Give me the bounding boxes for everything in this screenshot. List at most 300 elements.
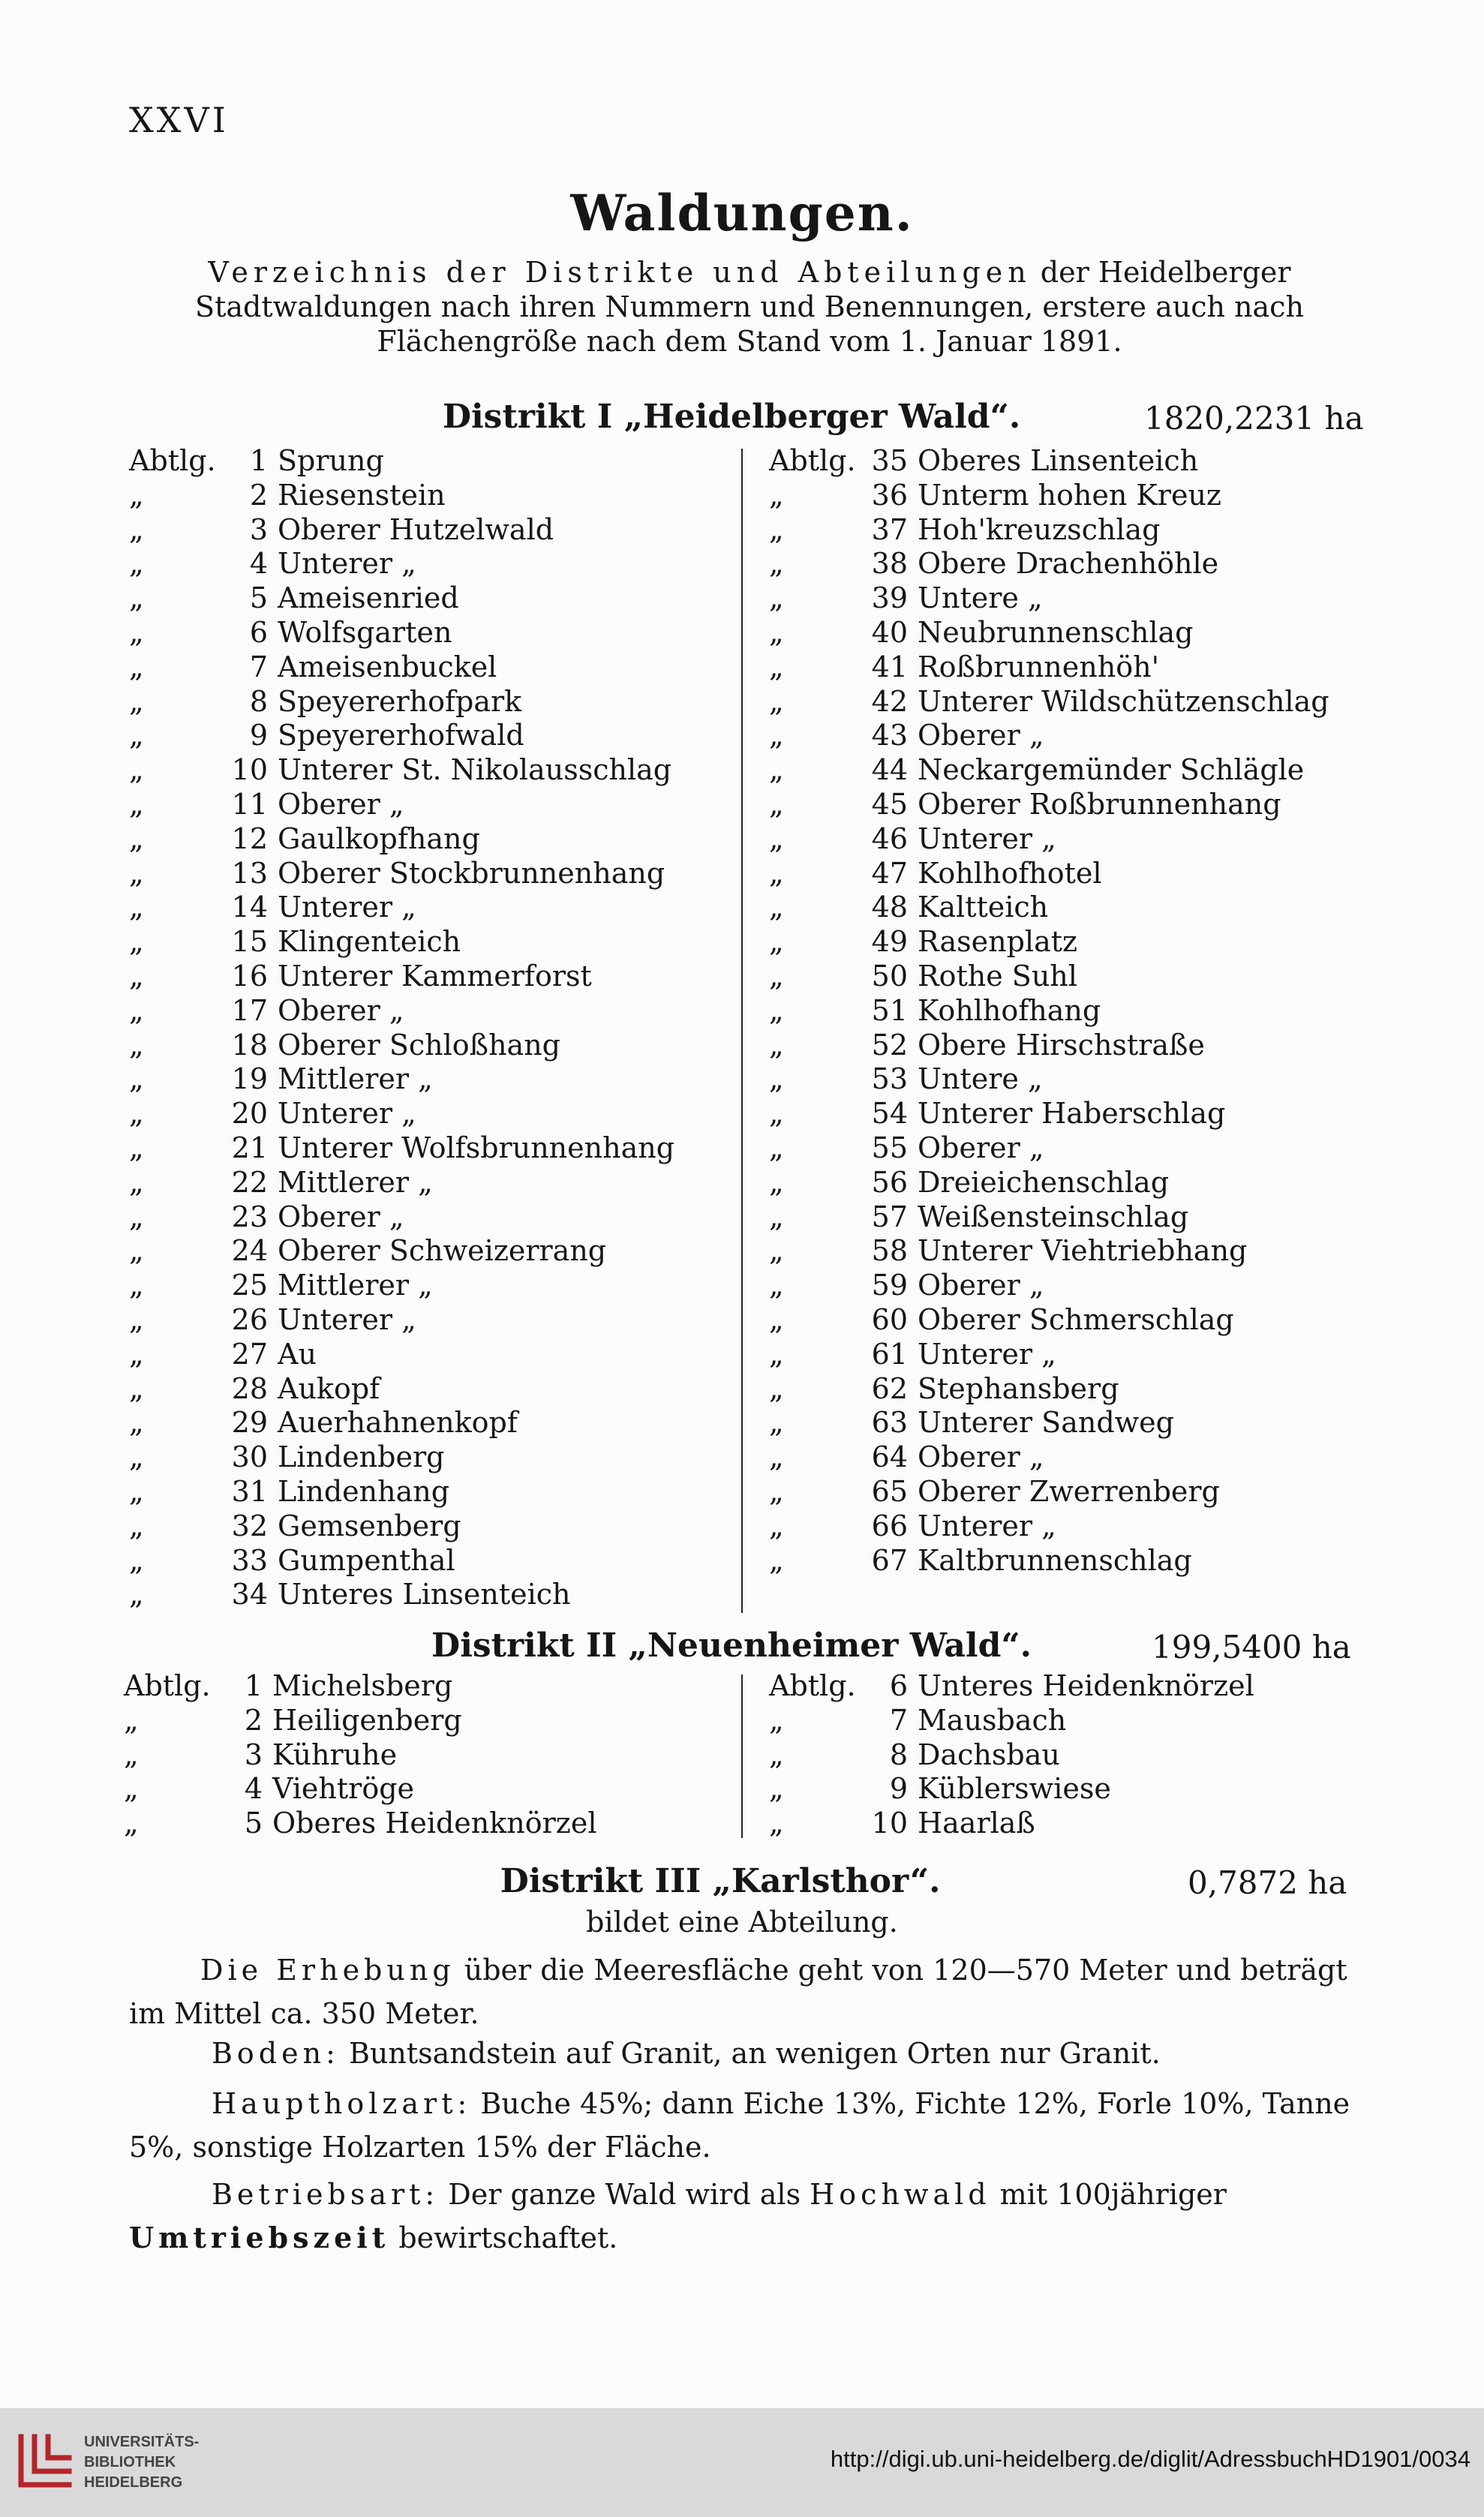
betriebsart-umtriebszeit: Umtriebszeit: [129, 2221, 390, 2254]
abteilung-name: Sprung: [278, 444, 384, 477]
page-number: XXVI: [129, 100, 229, 140]
list-item: [769, 753, 1369, 788]
paragraph-hauptholzart: [129, 2082, 1359, 2169]
list-item: [769, 685, 1369, 719]
abteilung-prefix: Abtlg.: [124, 1669, 211, 1702]
list-item: [124, 1704, 724, 1738]
abteilung-name: Unterm hohen Kreuz: [918, 478, 1221, 512]
abteilung-name: Gumpenthal: [278, 1543, 455, 1577]
abteilung-number: 2: [249, 478, 268, 512]
abteilung-prefix: „: [129, 993, 144, 1027]
list-item: [769, 1807, 1369, 1841]
abteilung-prefix: „: [769, 684, 784, 718]
abteilung-prefix: „: [129, 1474, 144, 1508]
list-item: [129, 891, 729, 925]
list-item: [769, 616, 1369, 650]
list-item: [769, 1440, 1369, 1475]
abteilung-prefix: „: [129, 959, 144, 993]
abteilung-number: 34: [231, 1578, 268, 1611]
abteilung-name: Gaulkopfhang: [278, 821, 480, 855]
list-item: [769, 1029, 1369, 1063]
abteilung-number: 6: [249, 615, 268, 649]
list-item: [129, 994, 729, 1029]
list-item: [769, 891, 1369, 925]
abteilung-name: Michelsberg: [272, 1669, 453, 1702]
betriebsart-text-e: bewirtschaftet.: [389, 2221, 618, 2254]
abteilung-prefix: „: [124, 1772, 139, 1806]
abteilung-number: 10: [871, 1807, 908, 1840]
abteilung-prefix: „: [769, 1703, 784, 1737]
abteilung-name: Oberer Stockbrunnenhang: [278, 856, 665, 890]
district-1-right-column: [769, 444, 1369, 1578]
abteilung-number: 28: [231, 1371, 268, 1405]
abteilung-prefix: „: [769, 1028, 784, 1062]
abteilung-number: 36: [871, 478, 908, 512]
abteilung-number: 61: [871, 1337, 908, 1371]
abteilung-name: Unterer Wildschützenschlag: [918, 684, 1329, 718]
abteilung-number: 49: [871, 925, 908, 959]
abteilung-name: Obere Drachenhöhle: [918, 547, 1219, 581]
list-item: [769, 1372, 1369, 1407]
abteilung-prefix: „: [124, 1807, 139, 1840]
list-item: [129, 1062, 729, 1097]
abteilung-prefix: „: [769, 1738, 784, 1771]
abteilung-number: 1: [249, 444, 268, 477]
abteilung-number: 43: [871, 719, 908, 752]
abteilung-prefix: „: [129, 1302, 144, 1336]
abteilung-name: Oberer „: [918, 1269, 1044, 1302]
abteilung-prefix: „: [769, 512, 784, 546]
abteilung-prefix: „: [769, 1337, 784, 1371]
abteilung-prefix: „: [769, 1440, 784, 1474]
abteilung-name: Unterer „: [278, 1302, 416, 1336]
abteilung-name: Mausbach: [918, 1703, 1067, 1737]
abteilung-prefix: „: [129, 478, 144, 512]
footer-bar: [0, 2408, 1484, 2517]
abteilung-name: Unterer „: [918, 821, 1056, 855]
list-item: [129, 1440, 729, 1475]
abteilung-prefix: „: [769, 650, 784, 683]
abteilung-prefix: „: [129, 891, 144, 924]
abteilung-name: Oberer Schweizerrang: [278, 1234, 607, 1268]
abteilung-name: Oberer „: [278, 1200, 404, 1233]
abteilung-prefix: „: [769, 1807, 784, 1840]
abteilung-name: Heiligenberg: [272, 1703, 462, 1737]
list-item: [769, 1704, 1369, 1738]
abteilung-name: Unteres Heidenknörzel: [918, 1669, 1254, 1702]
abteilung-prefix: „: [129, 1371, 144, 1405]
abteilung-number: 55: [871, 1131, 908, 1164]
list-item: [129, 719, 729, 753]
abteilung-prefix: „: [769, 1062, 784, 1096]
list-item: [129, 925, 729, 960]
erhebung-label: Die Erhebung: [200, 1954, 455, 1987]
district-2-area: 199,5400 ha: [1152, 1629, 1351, 1665]
abteilung-prefix: „: [129, 753, 144, 787]
abteilung-number: 14: [231, 891, 268, 924]
list-item: [124, 1738, 724, 1773]
abteilung-number: 51: [871, 993, 908, 1027]
abteilung-prefix: „: [769, 1269, 784, 1302]
abteilung-number: 29: [231, 1406, 268, 1440]
abteilung-name: Unterer St. Nikolausschlag: [278, 753, 672, 787]
list-item: [769, 719, 1369, 753]
betriebsart-hochwald: Hochwald: [810, 2178, 991, 2211]
abteilung-prefix: „: [129, 1062, 144, 1096]
abteilung-number: 58: [871, 1234, 908, 1268]
abteilung-name: Aukopf: [278, 1371, 380, 1405]
list-item: [129, 1097, 729, 1131]
abteilung-name: Unterer „: [918, 1337, 1056, 1371]
abteilung-name: Untere „: [918, 1062, 1043, 1096]
abteilung-prefix: „: [769, 856, 784, 890]
abteilung-name: Oberer Hutzelwald: [278, 512, 554, 546]
abteilung-number: 9: [249, 719, 268, 752]
abteilung-prefix: „: [129, 1097, 144, 1131]
abteilung-name: Unterer Viehtriebhang: [918, 1234, 1248, 1268]
abteilung-name: Kohlhofhang: [918, 993, 1101, 1027]
district-2-heading: Distrikt II „Neuenheimer Wald“.: [431, 1626, 1032, 1665]
abteilung-prefix: „: [129, 547, 144, 581]
abteilung-prefix: „: [129, 1269, 144, 1302]
abteilung-prefix: „: [129, 1337, 144, 1371]
abteilung-number: 64: [871, 1440, 908, 1474]
abteilung-name: Roßbrunnenhöh': [918, 650, 1160, 683]
list-item: [129, 1269, 729, 1303]
abteilung-number: 3: [244, 1738, 263, 1771]
abteilung-prefix: „: [769, 1200, 784, 1233]
paragraph-erhebung: [129, 1948, 1359, 2035]
abteilung-prefix: „: [129, 1440, 144, 1474]
abteilung-prefix: „: [769, 1772, 784, 1806]
abteilung-number: 35: [871, 444, 908, 477]
abteilung-number: 54: [871, 1097, 908, 1131]
list-item: [769, 857, 1369, 891]
abteilung-name: Wolfsgarten: [278, 615, 452, 649]
abteilung-name: Haarlaß: [918, 1807, 1035, 1840]
abteilung-number: 19: [231, 1062, 268, 1096]
abteilung-name: Stephansberg: [918, 1371, 1119, 1405]
logo-line: BIBLIOTHEK: [84, 2454, 176, 2470]
abteilung-name: Rasenplatz: [918, 925, 1078, 959]
abteilung-name: Oberer Zwerrenberg: [918, 1474, 1220, 1508]
list-item: [769, 1234, 1369, 1269]
abteilung-name: Weißensteinschlag: [918, 1200, 1189, 1233]
boden-label: Boden:: [212, 2037, 340, 2070]
abteilung-prefix: „: [769, 1165, 784, 1199]
list-item: [129, 1372, 729, 1407]
list-item: [129, 513, 729, 548]
abteilung-number: 48: [871, 891, 908, 924]
abteilung-name: Dachsbau: [918, 1738, 1060, 1771]
abteilung-number: 5: [249, 581, 268, 615]
abteilung-prefix: „: [124, 1703, 139, 1737]
abteilung-number: 47: [871, 856, 908, 890]
list-item: [769, 1166, 1369, 1200]
subtitle-lead: Verzeichnis der Distrikte und Abteilungen: [208, 256, 1032, 289]
district-1-left-column: [129, 444, 729, 1612]
abteilung-prefix: „: [769, 1509, 784, 1542]
abteilung-number: 41: [871, 650, 908, 683]
abteilung-name: Unterer „: [278, 547, 416, 581]
list-item: [129, 753, 729, 788]
abteilung-prefix: „: [769, 547, 784, 581]
abteilung-name: Unterer „: [278, 1097, 416, 1131]
abteilung-number: 5: [244, 1807, 263, 1840]
abteilung-number: 45: [871, 787, 908, 821]
list-item: [769, 960, 1369, 994]
abteilung-name: Auerhahnenkopf: [278, 1406, 518, 1440]
list-item: [769, 444, 1369, 479]
abteilung-name: Oberes Heidenknörzel: [272, 1807, 597, 1840]
list-item: [769, 1738, 1369, 1773]
list-item: [129, 547, 729, 581]
abteilung-number: 4: [244, 1772, 263, 1806]
abteilung-prefix: „: [769, 925, 784, 959]
abteilung-number: 4: [249, 547, 268, 581]
hauptholzart-label: Hauptholzart:: [212, 2087, 472, 2120]
abteilung-number: 27: [231, 1337, 268, 1371]
abteilung-name: Oberer Schmerschlag: [918, 1302, 1234, 1336]
abteilung-number: 24: [231, 1234, 268, 1268]
abteilung-prefix: „: [769, 478, 784, 512]
abteilung-name: Oberer „: [918, 719, 1044, 752]
list-item: [129, 616, 729, 650]
abteilung-name: Riesenstein: [278, 478, 446, 512]
university-library-logo-icon[interactable]: [14, 2429, 77, 2492]
district-2-left-column: [124, 1669, 724, 1841]
abteilung-name: Viehtröge: [272, 1772, 415, 1806]
abteilung-prefix: „: [769, 615, 784, 649]
abteilung-name: Hoh'kreuzschlag: [918, 512, 1161, 546]
list-item: [769, 1062, 1369, 1097]
abteilung-prefix: „: [129, 787, 144, 821]
abteilung-prefix: „: [769, 959, 784, 993]
abteilung-name: Lindenberg: [278, 1440, 445, 1474]
abteilung-name: Oberer „: [918, 1440, 1044, 1474]
list-item: [129, 1338, 729, 1372]
list-item: [129, 685, 729, 719]
abteilung-number: 8: [249, 684, 268, 718]
abteilung-name: Speyererhofwald: [278, 719, 524, 752]
abteilung-name: Oberer Roßbrunnenhang: [918, 787, 1281, 821]
abteilung-name: Kaltteich: [918, 891, 1049, 924]
abteilung-number: 22: [231, 1165, 268, 1199]
list-item: [129, 960, 729, 994]
abteilung-number: 62: [871, 1371, 908, 1405]
abteilung-name: Unterer Sandweg: [918, 1406, 1174, 1440]
list-item: [769, 1338, 1369, 1372]
list-item: [769, 479, 1369, 513]
abteilung-number: 63: [871, 1406, 908, 1440]
page-title: Waldungen.: [570, 184, 914, 242]
subtitle: [131, 255, 1368, 359]
abteilung-prefix: Abtlg.: [769, 1669, 856, 1702]
district-1-area: 1820,2231 ha: [1144, 400, 1364, 437]
list-item: [769, 513, 1369, 548]
subtitle-rest: der Heidelberger Stadtwaldungen nach ihren Nummern und Benennungen, erstere auch nach Flächengröße nach dem Stand vom 1. Januar 1891.: [195, 256, 1304, 358]
abteilung-prefix: „: [124, 1738, 139, 1771]
list-item: [129, 1544, 729, 1578]
abteilung-name: Oberer „: [918, 1131, 1044, 1164]
abteilung-number: 60: [871, 1302, 908, 1336]
list-item: [124, 1669, 724, 1704]
list-item: [129, 581, 729, 616]
abteilung-prefix: „: [129, 1131, 144, 1164]
abteilung-name: Kühruhe: [272, 1738, 398, 1771]
abteilung-number: 7: [249, 650, 268, 683]
library-logo-text: [84, 2432, 199, 2493]
abteilung-name: Unteres Linsenteich: [278, 1578, 571, 1611]
betriebsart-text-c: mit 100jähriger: [990, 2178, 1227, 2211]
abteilung-prefix: „: [769, 581, 784, 615]
abteilung-name: Kohlhofhotel: [918, 856, 1102, 890]
abteilung-number: 57: [871, 1200, 908, 1233]
abteilung-name: Speyererhofpark: [278, 684, 522, 718]
betriebsart-text-a: Der ganze Wald wird als: [439, 2178, 810, 2211]
boden-text: Buntsandstein auf Granit, an wenigen Orten nur Granit.: [339, 2037, 1161, 2070]
list-item: [129, 1166, 729, 1200]
list-item: [769, 788, 1369, 822]
abteilung-name: Ameisenried: [278, 581, 459, 615]
abteilung-number: 6: [889, 1669, 908, 1702]
list-item: [129, 1509, 729, 1544]
list-item: [129, 650, 729, 685]
abteilung-prefix: „: [769, 1302, 784, 1336]
list-item: [769, 1406, 1369, 1440]
betriebsart-label: Betriebsart:: [212, 2178, 440, 2211]
list-item: [129, 479, 729, 513]
abteilung-name: Gemsenberg: [278, 1509, 461, 1542]
abteilung-number: 32: [231, 1509, 268, 1542]
abteilung-prefix: „: [129, 684, 144, 718]
abteilung-prefix: „: [129, 581, 144, 615]
abteilung-number: 16: [231, 959, 268, 993]
abteilung-name: Lindenhang: [278, 1474, 450, 1508]
abteilung-name: Unterer Haberschlag: [918, 1097, 1226, 1131]
abteilung-number: 9: [889, 1772, 908, 1806]
abteilung-number: 20: [231, 1097, 268, 1131]
hauptholzart-text: Buche 45%; dann Eiche 13%, Fichte 12%, Forle 10%, Tanne 5%, sonstige Holzarten 15% der Fläche.: [129, 2087, 1350, 2164]
list-item: [124, 1772, 724, 1807]
abteilung-number: 65: [871, 1474, 908, 1508]
abteilung-name: Unterer „: [918, 1509, 1056, 1542]
abteilung-number: 2: [244, 1703, 263, 1737]
list-item: [129, 1406, 729, 1440]
list-item: [129, 788, 729, 822]
abteilung-number: 8: [889, 1738, 908, 1771]
list-item: [124, 1807, 724, 1841]
district-1-heading: Distrikt I „Heidelberger Wald“.: [442, 398, 1021, 436]
abteilung-number: 38: [871, 547, 908, 581]
abteilung-prefix: Abtlg.: [129, 444, 216, 477]
abteilung-number: 33: [231, 1543, 268, 1577]
abteilung-number: 25: [231, 1269, 268, 1302]
abteilung-number: 56: [871, 1165, 908, 1199]
source-url-link[interactable]: http://digi.ub.uni-heidelberg.de/diglit/AdressbuchHD1901/0034: [830, 2446, 1470, 2472]
abteilung-number: 18: [231, 1028, 268, 1062]
abteilung-prefix: „: [129, 1543, 144, 1577]
abteilung-name: Oberes Linsenteich: [918, 444, 1199, 477]
list-item: [769, 994, 1369, 1029]
abteilung-prefix: „: [129, 1578, 144, 1611]
abteilung-number: 53: [871, 1062, 908, 1096]
list-item: [129, 1578, 729, 1612]
list-item: [769, 1669, 1369, 1704]
abteilung-prefix: „: [129, 925, 144, 959]
abteilung-prefix: „: [129, 650, 144, 683]
abteilung-prefix: „: [769, 1097, 784, 1131]
abteilung-number: 59: [871, 1269, 908, 1302]
district-3-heading: Distrikt III „Karlsthor“.: [500, 1862, 941, 1900]
abteilung-prefix: „: [769, 821, 784, 855]
list-item: [769, 1772, 1369, 1807]
list-item: [129, 1029, 729, 1063]
list-item: [769, 1509, 1369, 1544]
abteilung-name: Untere „: [918, 581, 1043, 615]
list-item: [769, 822, 1369, 857]
abteilung-number: 11: [231, 787, 268, 821]
list-item: [129, 1200, 729, 1235]
district-2-right-column: [769, 1669, 1369, 1841]
abteilung-number: 37: [871, 512, 908, 546]
abteilung-prefix: „: [769, 753, 784, 787]
district-3-note: bildet eine Abteilung.: [586, 1906, 898, 1939]
abteilung-prefix: „: [129, 1165, 144, 1199]
paragraph-betriebsart: [129, 2173, 1359, 2260]
abteilung-name: Oberer „: [278, 787, 404, 821]
abteilung-prefix: „: [769, 1474, 784, 1508]
abteilung-prefix: „: [129, 615, 144, 649]
abteilung-name: Mittlerer „: [278, 1269, 433, 1302]
list-item: [129, 822, 729, 857]
abteilung-prefix: „: [769, 787, 784, 821]
list-item: [129, 1475, 729, 1509]
abteilung-number: 15: [231, 925, 268, 959]
list-item: [769, 1097, 1369, 1131]
list-item: [769, 581, 1369, 616]
abteilung-name: Obere Hirschstraße: [918, 1028, 1205, 1062]
abteilung-name: Rothe Suhl: [918, 959, 1077, 993]
abteilung-number: 31: [231, 1474, 268, 1508]
abteilung-name: Mittlerer „: [278, 1165, 433, 1199]
list-item: [129, 1131, 729, 1166]
abteilung-number: 17: [231, 993, 268, 1027]
logo-line: UNIVERSITÄTS-: [84, 2434, 200, 2450]
column-divider: [741, 1674, 743, 1838]
list-item: [769, 1269, 1369, 1303]
abteilung-number: 10: [231, 753, 268, 787]
abteilung-prefix: Abtlg.: [769, 444, 856, 477]
abteilung-number: 21: [231, 1131, 268, 1164]
abteilung-prefix: „: [769, 719, 784, 752]
list-item: [769, 1475, 1369, 1509]
abteilung-number: 40: [871, 615, 908, 649]
abteilung-number: 30: [231, 1440, 268, 1474]
list-item: [769, 1131, 1369, 1166]
abteilung-number: 23: [231, 1200, 268, 1233]
abteilung-number: 46: [871, 821, 908, 855]
abteilung-name: Unterer „: [278, 891, 416, 924]
abteilung-prefix: „: [129, 512, 144, 546]
abteilung-number: 39: [871, 581, 908, 615]
abteilung-number: 67: [871, 1543, 908, 1577]
abteilung-name: Dreieichenschlag: [918, 1165, 1170, 1199]
abteilung-name: Klingenteich: [278, 925, 461, 959]
list-item: [769, 1303, 1369, 1338]
abteilung-prefix: „: [129, 856, 144, 890]
abteilung-prefix: „: [129, 1406, 144, 1440]
